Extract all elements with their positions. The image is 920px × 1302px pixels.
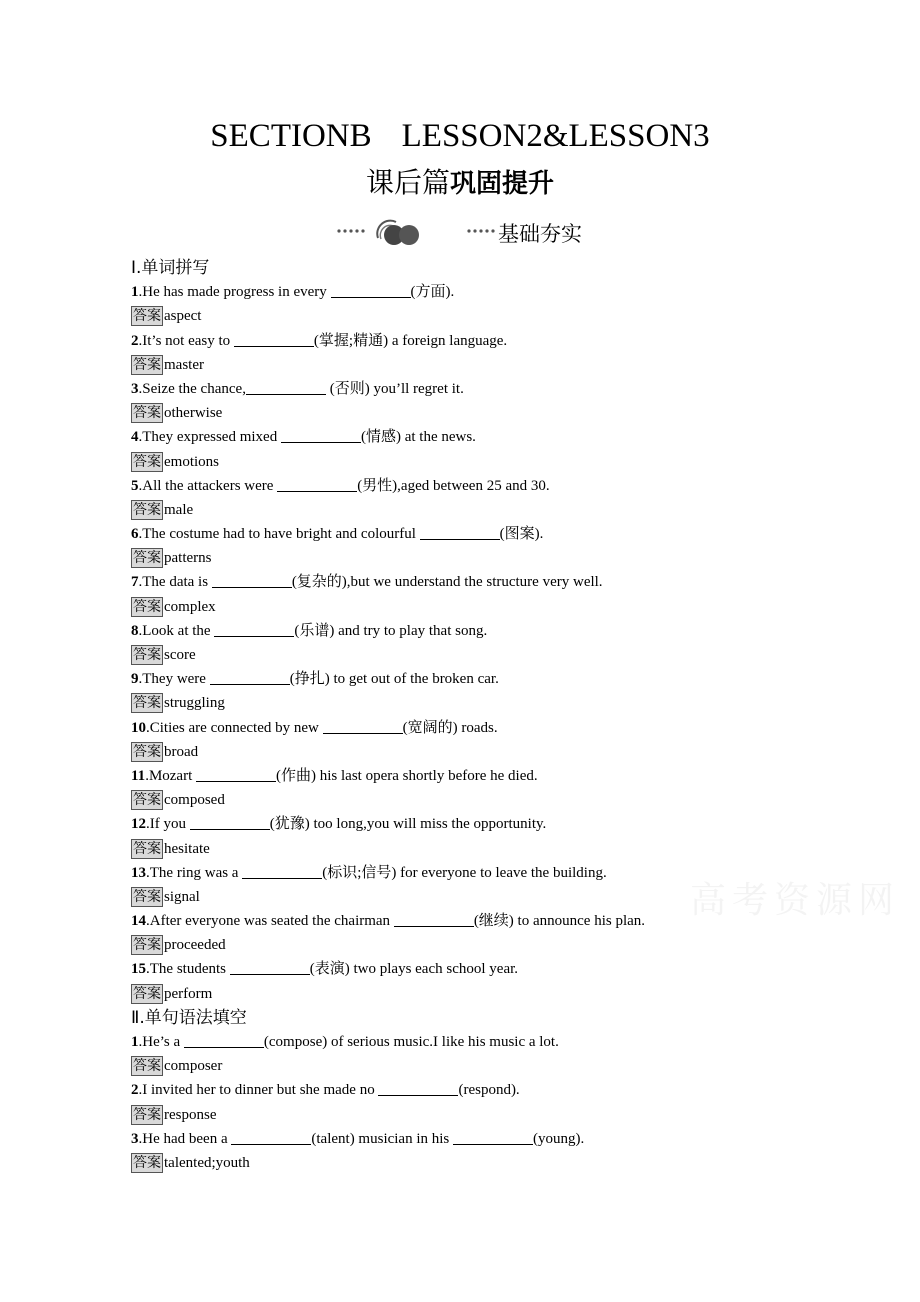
title-lessons: LESSON2&LESSON3	[401, 118, 710, 154]
answer-blank	[234, 332, 314, 347]
title-section: SECTIONB	[210, 118, 372, 154]
answer-badge: 答案	[133, 501, 161, 518]
question-row: 13.The ring was a (标识;信号) for everyone to leave the building.	[131, 864, 607, 881]
answer-row	[131, 1103, 851, 1127]
question-row: 10.Cities are connected by new (宽阔的) roads.	[131, 719, 498, 736]
answer-blank	[453, 1130, 533, 1145]
watermark-text: 高考资源网	[690, 880, 901, 921]
answer-blank	[323, 719, 403, 734]
question-row: 6.The costume had to have bright and colourful (图案).	[131, 526, 544, 543]
answer-text: otherwise	[164, 405, 223, 422]
answer-badge: 答案	[133, 356, 161, 373]
answer-badge: 答案	[133, 840, 161, 857]
answer-text: hesitate	[164, 840, 210, 857]
answer-badge: 答案	[133, 985, 161, 1002]
section-heading: Ⅱ.单句语法填空	[131, 1007, 247, 1028]
question-row: 5.All the attackers were (男性),aged between 25 and 30.	[131, 477, 550, 494]
answer-text: perform	[164, 985, 213, 1002]
answer-row	[131, 1054, 851, 1078]
question-row: 14.After everyone was seated the chairman (继续) to announce his plan.	[131, 913, 646, 930]
answer-row	[131, 691, 851, 715]
answer-blank	[231, 1130, 311, 1145]
answer-text: proceeded	[164, 937, 226, 954]
answer-blank	[214, 622, 294, 637]
answer-row	[131, 643, 851, 667]
answer-text: composer	[164, 1058, 223, 1075]
subtitle-bold: 巩固提升	[450, 169, 555, 199]
answer-blank	[230, 960, 310, 975]
question-row: 12.If you (犹豫) too long,you will miss the opportunity.	[131, 816, 547, 833]
section-banner	[336, 214, 636, 248]
answer-text: response	[164, 1106, 217, 1123]
answer-text: complex	[164, 598, 216, 615]
answer-blank	[331, 283, 411, 298]
answer-text: patterns	[164, 550, 212, 567]
answer-row	[131, 595, 851, 619]
answer-row	[131, 982, 851, 1006]
question-row: 15.The students (表演) two plays each school year.	[131, 961, 519, 978]
question-row: 9.They were (挣扎) to get out of the broken car.	[131, 671, 499, 688]
answer-blank	[378, 1081, 458, 1096]
answer-blank	[196, 767, 276, 782]
dots-decoration-icon	[466, 228, 498, 234]
answer-badge: 答案	[133, 308, 161, 325]
answer-badge: 答案	[133, 1154, 161, 1171]
question-row: 11.Mozart (作曲) his last opera shortly before he died.	[131, 767, 538, 784]
answer-badge: 答案	[133, 792, 161, 809]
question-row: 8.Look at the (乐谱) and try to play that song.	[131, 622, 488, 639]
answer-text: emotions	[164, 453, 219, 470]
answer-badge: 答案	[133, 937, 161, 954]
question-row: 4.They expressed mixed (情感) at the news.	[131, 429, 476, 446]
answer-text: talented;youth	[164, 1154, 250, 1171]
answer-blank	[394, 912, 474, 927]
answer-row	[131, 788, 851, 812]
answer-badge: 答案	[133, 453, 161, 470]
answer-row	[131, 546, 851, 570]
question-row: 7.The data is (复杂的),but we understand the structure very well.	[131, 574, 603, 591]
section-heading: Ⅰ.单词拼写	[131, 258, 210, 278]
answer-blank	[420, 525, 500, 540]
answer-text: broad	[164, 743, 199, 760]
answer-text: aspect	[164, 308, 202, 325]
answer-blank	[246, 380, 326, 395]
answer-text: score	[164, 647, 196, 663]
question-row: 2.I invited her to dinner but she made no (respond).	[131, 1082, 520, 1099]
answer-row	[131, 498, 851, 522]
answer-badge: 答案	[133, 598, 161, 615]
answer-blank	[210, 670, 290, 685]
answer-badge: 答案	[133, 695, 161, 712]
answer-badge: 答案	[133, 888, 161, 905]
answer-badge: 答案	[133, 1106, 161, 1123]
answer-row	[131, 401, 851, 425]
answer-badge: 答案	[133, 1058, 161, 1075]
answer-row	[131, 837, 851, 861]
question-row: 2.It’s not easy to (掌握;精通) a foreign language.	[131, 332, 508, 349]
answer-blank	[190, 815, 270, 830]
answer-row	[131, 1151, 851, 1175]
page-subtitle	[0, 166, 920, 202]
question-row: 1.He has made progress in every (方面).	[131, 284, 455, 301]
answer-text: struggling	[164, 695, 225, 712]
answer-blank	[277, 477, 357, 492]
rings-logo-icon	[374, 216, 428, 248]
answer-row	[131, 740, 851, 764]
page-title	[0, 116, 920, 156]
banner-label: 基础夯实	[498, 222, 582, 246]
answer-text: male	[164, 501, 194, 518]
question-row: 1.He’s a (compose) of serious music.I like his music a lot.	[131, 1034, 559, 1050]
subtitle-normal: 课后篇	[365, 168, 450, 199]
answer-badge: 答案	[133, 405, 161, 422]
question-row: 3.He had been a (talent) musician in his (young).	[131, 1130, 585, 1147]
answer-text: signal	[164, 888, 200, 905]
answer-row	[131, 933, 851, 957]
question-row: 3.Seize the chance, (否则) you’ll regret it.	[131, 380, 464, 397]
answer-blank	[242, 864, 322, 879]
answer-blank	[212, 573, 292, 588]
answer-row	[131, 304, 851, 328]
answer-badge: 答案	[133, 550, 161, 567]
answer-text: composed	[164, 792, 225, 809]
answer-row	[131, 450, 851, 474]
answer-row	[131, 353, 851, 377]
answer-blank	[184, 1033, 264, 1048]
answer-text: master	[164, 356, 204, 373]
dots-decoration-icon	[336, 228, 370, 234]
answer-badge: 答案	[133, 647, 161, 663]
answer-badge: 答案	[133, 743, 161, 760]
answer-blank	[281, 428, 361, 443]
exercise-content	[131, 256, 851, 1175]
